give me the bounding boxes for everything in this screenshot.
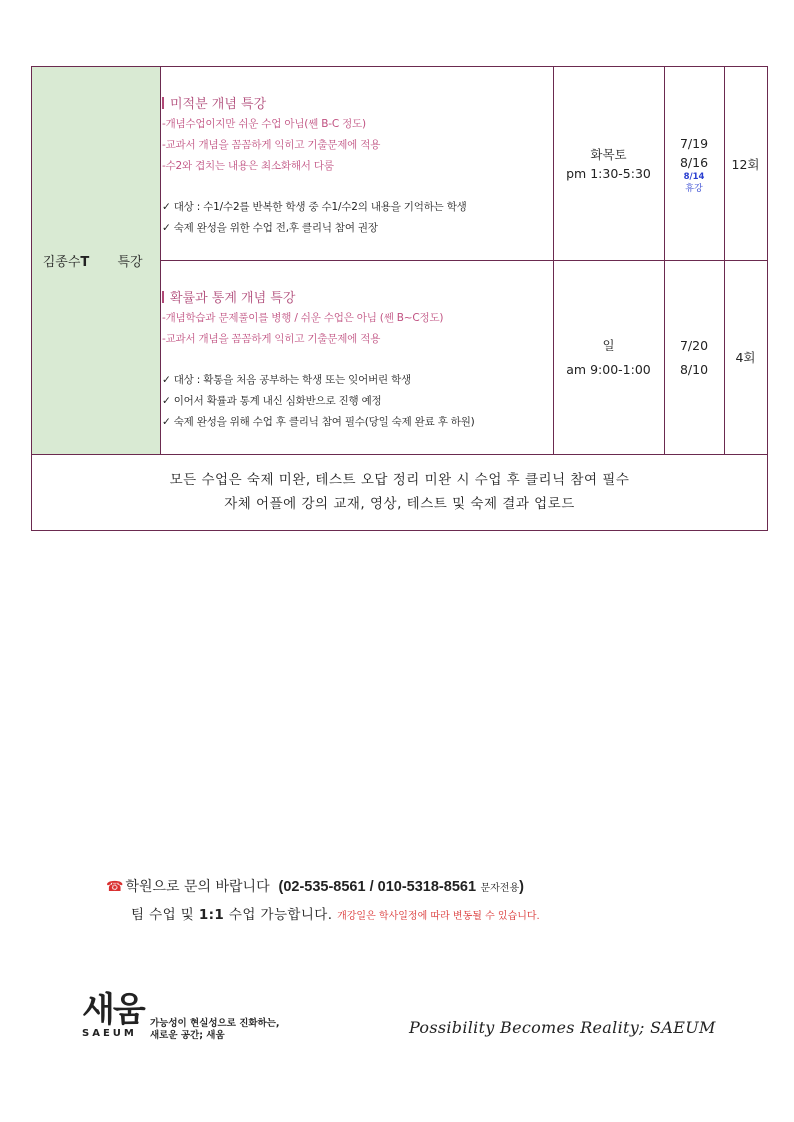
info-note: 개강일은 학사일정에 따라 변동될 수 있습니다. (337, 911, 540, 922)
category-label: 특강 (117, 255, 143, 270)
info-bold: 1:1 (198, 907, 225, 923)
course-2-target-2: ✓ 숙제 완성을 위해 수업 후 클리닉 참여 필수(당일 숙제 완료 후 하원) (162, 416, 475, 428)
course-2-title-row (162, 287, 553, 306)
course-2-target-1: ✓ 이어서 확률과 통계 내신 심화반으로 진행 예정 (162, 395, 382, 407)
course-1-count-cell (724, 66, 768, 261)
course-1-day: 화목토 (590, 147, 627, 162)
contact-numbers: (02-535-8561 / 010-5318-8561 (278, 879, 477, 895)
teacher-name: 김종수 (42, 255, 81, 270)
course-1-holiday-date: 8/14 (683, 171, 705, 182)
course-1-schedule (553, 66, 665, 261)
slogan-korean (150, 1018, 280, 1042)
course-2-schedule (553, 260, 665, 455)
course-1-desc-2: -수2와 겹치는 내용은 최소화해서 다룸 (162, 160, 334, 172)
schedule-table (31, 66, 768, 531)
contact-label: 학원으로 문의 바랍니다 (125, 879, 270, 895)
slogan-english: Possibility Becomes Reality; SAEUM (409, 1018, 716, 1037)
course-1-end: 8/16 (679, 154, 709, 170)
course-1-title: 미적분 개념 특강 (170, 97, 267, 112)
title-bar-icon (162, 97, 164, 109)
course-1-holiday-label: 휴강 (685, 183, 703, 194)
slogan-kr-line-1: 가능성이 현실성으로 진화하는, (150, 1018, 280, 1029)
course-1-time: pm 1:30-5:30 (566, 166, 651, 181)
notice-cell (31, 454, 768, 531)
phone-icon: ☎ (106, 879, 124, 895)
course-2-count-cell (724, 260, 768, 455)
course-2-target-0: ✓ 대상 : 확통을 처음 공부하는 학생 또는 잊어버린 학생 (162, 374, 411, 386)
course-2-end: 8/10 (679, 361, 709, 377)
contact-sms: 문자전용 (480, 883, 520, 894)
logo-text: SAEUM (82, 1028, 137, 1039)
course-2-title: 확률과 통계 개념 특강 (170, 291, 296, 306)
course-1-target-0: ✓ 대상 : 수1/수2를 반복한 학생 중 수1/수2의 내용을 기억하는 학생 (162, 201, 467, 213)
course-2-period (664, 260, 725, 455)
course-1-start: 7/19 (679, 135, 709, 151)
course-1-desc-0: -개념수업이지만 쉬운 수업 아님(쎈 B-C 정도) (162, 118, 366, 130)
teacher-cell (31, 66, 101, 455)
course-1-count: 12회 (731, 156, 760, 172)
course-2-desc-0: -개념학습과 문제풀이를 병행 / 쉬운 수업은 아님 (쎈 B~C정도) (162, 312, 444, 324)
logo-glyph: 새움 (82, 990, 144, 1030)
category-cell (100, 66, 161, 455)
course-1-content (160, 66, 554, 261)
notice-line-1: 자체 어플에 강의 교재, 영상, 테스트 및 숙제 결과 업로드 (224, 496, 575, 512)
course-2-time: am 9:00-1:00 (566, 361, 651, 377)
course-1-title-row (162, 93, 553, 112)
course-2-day: 일 (602, 337, 615, 353)
course-2-content (160, 260, 554, 455)
slogan-kr-line-2: 새로운 공간; 새움 (150, 1030, 225, 1041)
contact-close: ) (519, 879, 524, 895)
info-line (131, 903, 540, 923)
course-2-count: 4회 (735, 350, 756, 365)
course-2-start: 7/20 (679, 337, 709, 353)
info-suffix: 수업 가능합니다. (224, 907, 333, 923)
course-2-desc-1: -교과서 개념을 꼼꼼하게 익히고 기출문제에 적용 (162, 333, 381, 345)
info-prefix: 팀 수업 및 (131, 907, 199, 923)
title-bar-icon (162, 291, 164, 303)
saeum-logo (82, 992, 144, 1039)
contact-line (106, 876, 524, 896)
teacher-suffix: T (80, 255, 90, 270)
course-1-target-1: ✓ 숙제 완성을 위한 수업 전,후 클리닉 참여 권장 (162, 222, 378, 234)
course-1-period (664, 66, 725, 261)
notice-line-0: 모든 수업은 숙제 미완, 테스트 오답 정리 미완 시 수업 후 클리닉 참여 필수 (169, 472, 630, 488)
course-1-desc-1: -교과서 개념을 꼼꼼하게 익히고 기출문제에 적용 (162, 139, 381, 151)
